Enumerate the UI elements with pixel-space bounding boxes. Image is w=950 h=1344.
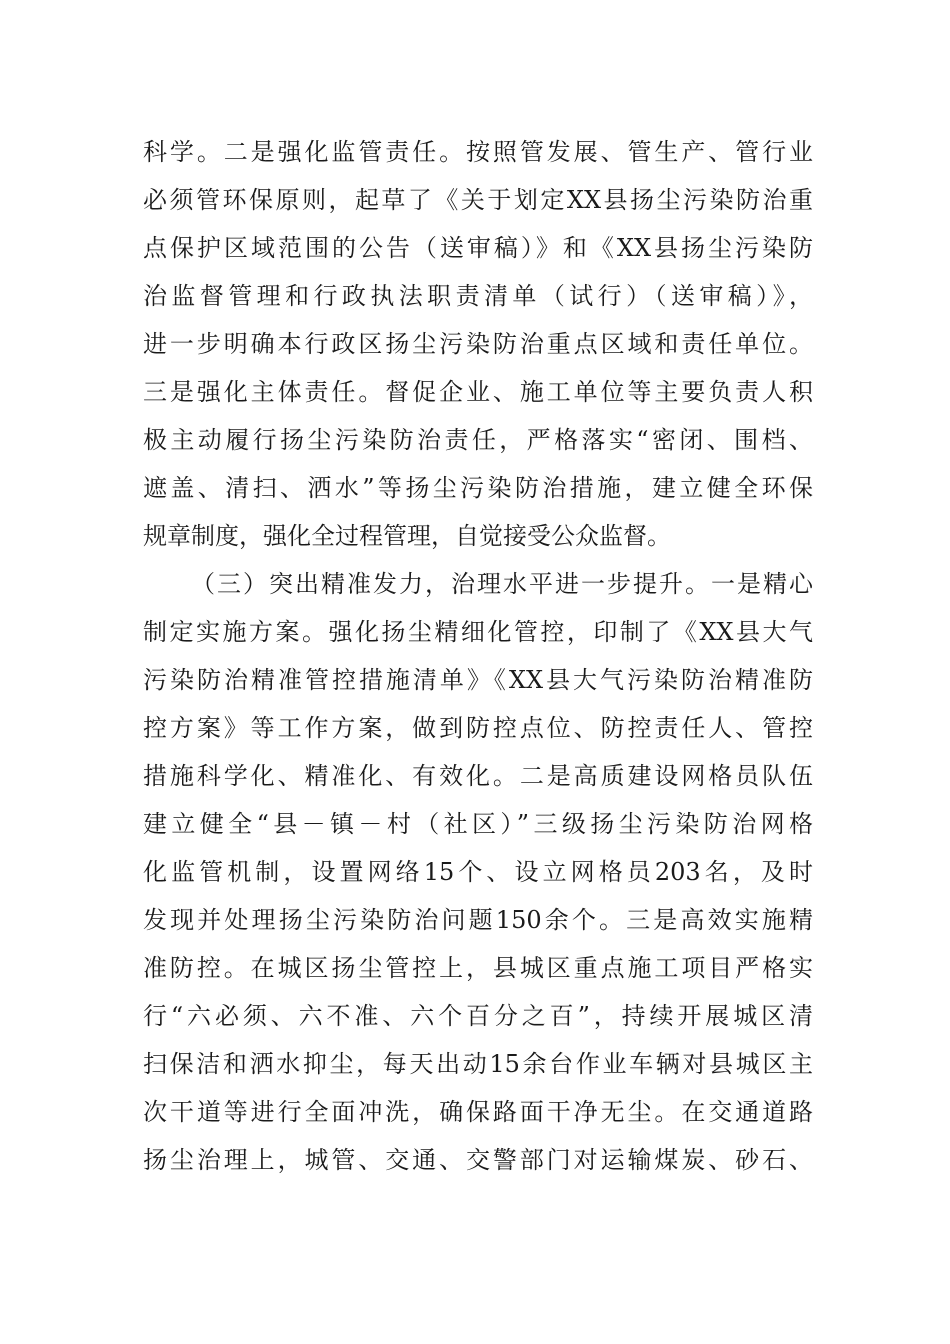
text-line: 必须管环保原则，起草了《关于划定XX县扬尘污染防治重 <box>143 186 813 214</box>
text-line: 点保护区域范围的公告（送审稿）》和《XX县扬尘污染防 <box>143 234 813 262</box>
text-line: 发现并处理扬尘污染防治问题150余个。三是高效实施精 <box>143 906 813 934</box>
text-line: 准防控。在城区扬尘管控上，县城区重点施工项目严格实 <box>143 954 813 982</box>
text-line: 扬尘治理上，城管、交通、交警部门对运输煤炭、砂石、 <box>143 1146 813 1174</box>
text-line: 次干道等进行全面冲洗，确保路面干净无尘。在交通道路 <box>143 1098 813 1126</box>
text-line: 行“六必须、六不准、六个百分之百”，持续开展城区清 <box>143 1002 813 1030</box>
text-line: 进一步明确本行政区扬尘污染防治重点区域和责任单位。 <box>143 330 813 358</box>
text-line: 制定实施方案。强化扬尘精细化管控，印制了《XX县大气 <box>143 618 813 646</box>
text-line: 遮盖、清扫、洒水”等扬尘污染防治措施，建立健全环保 <box>143 474 813 502</box>
text-line: 控方案》等工作方案，做到防控点位、防控责任人、管控 <box>143 714 813 742</box>
text-line: 规章制度，强化全过程管理，自觉接受公众监督。 <box>143 522 671 550</box>
text-line: 极主动履行扬尘污染防治责任，严格落实“密闭、围档、 <box>143 426 813 454</box>
text-line: 措施科学化、精准化、有效化。二是高质建设网格员队伍 <box>143 762 813 790</box>
text-line: 治监督管理和行政执法职责清单（试行）（送审稿）》， <box>143 282 813 310</box>
text-line: 三是强化主体责任。督促企业、施工单位等主要负责人积 <box>143 378 813 406</box>
text-line: 科学。二是强化监管责任。按照管发展、管生产、管行业 <box>143 138 813 166</box>
text-line: 化监管机制，设置网络15个、设立网格员203名，及时 <box>143 858 813 886</box>
text-line: 污染防治精准管控措施清单》《XX县大气污染防治精准防 <box>143 666 813 694</box>
body-text <box>143 128 813 1184</box>
text-line: 扫保洁和洒水抑尘，每天出动15余台作业车辆对县城区主 <box>143 1050 813 1078</box>
text-line: 建立健全“县－镇－村（社区）”三级扬尘污染防治网格 <box>143 810 813 838</box>
section-heading-line: （三）突出精准发力，治理水平进一步提升。一是精心 <box>191 570 813 598</box>
